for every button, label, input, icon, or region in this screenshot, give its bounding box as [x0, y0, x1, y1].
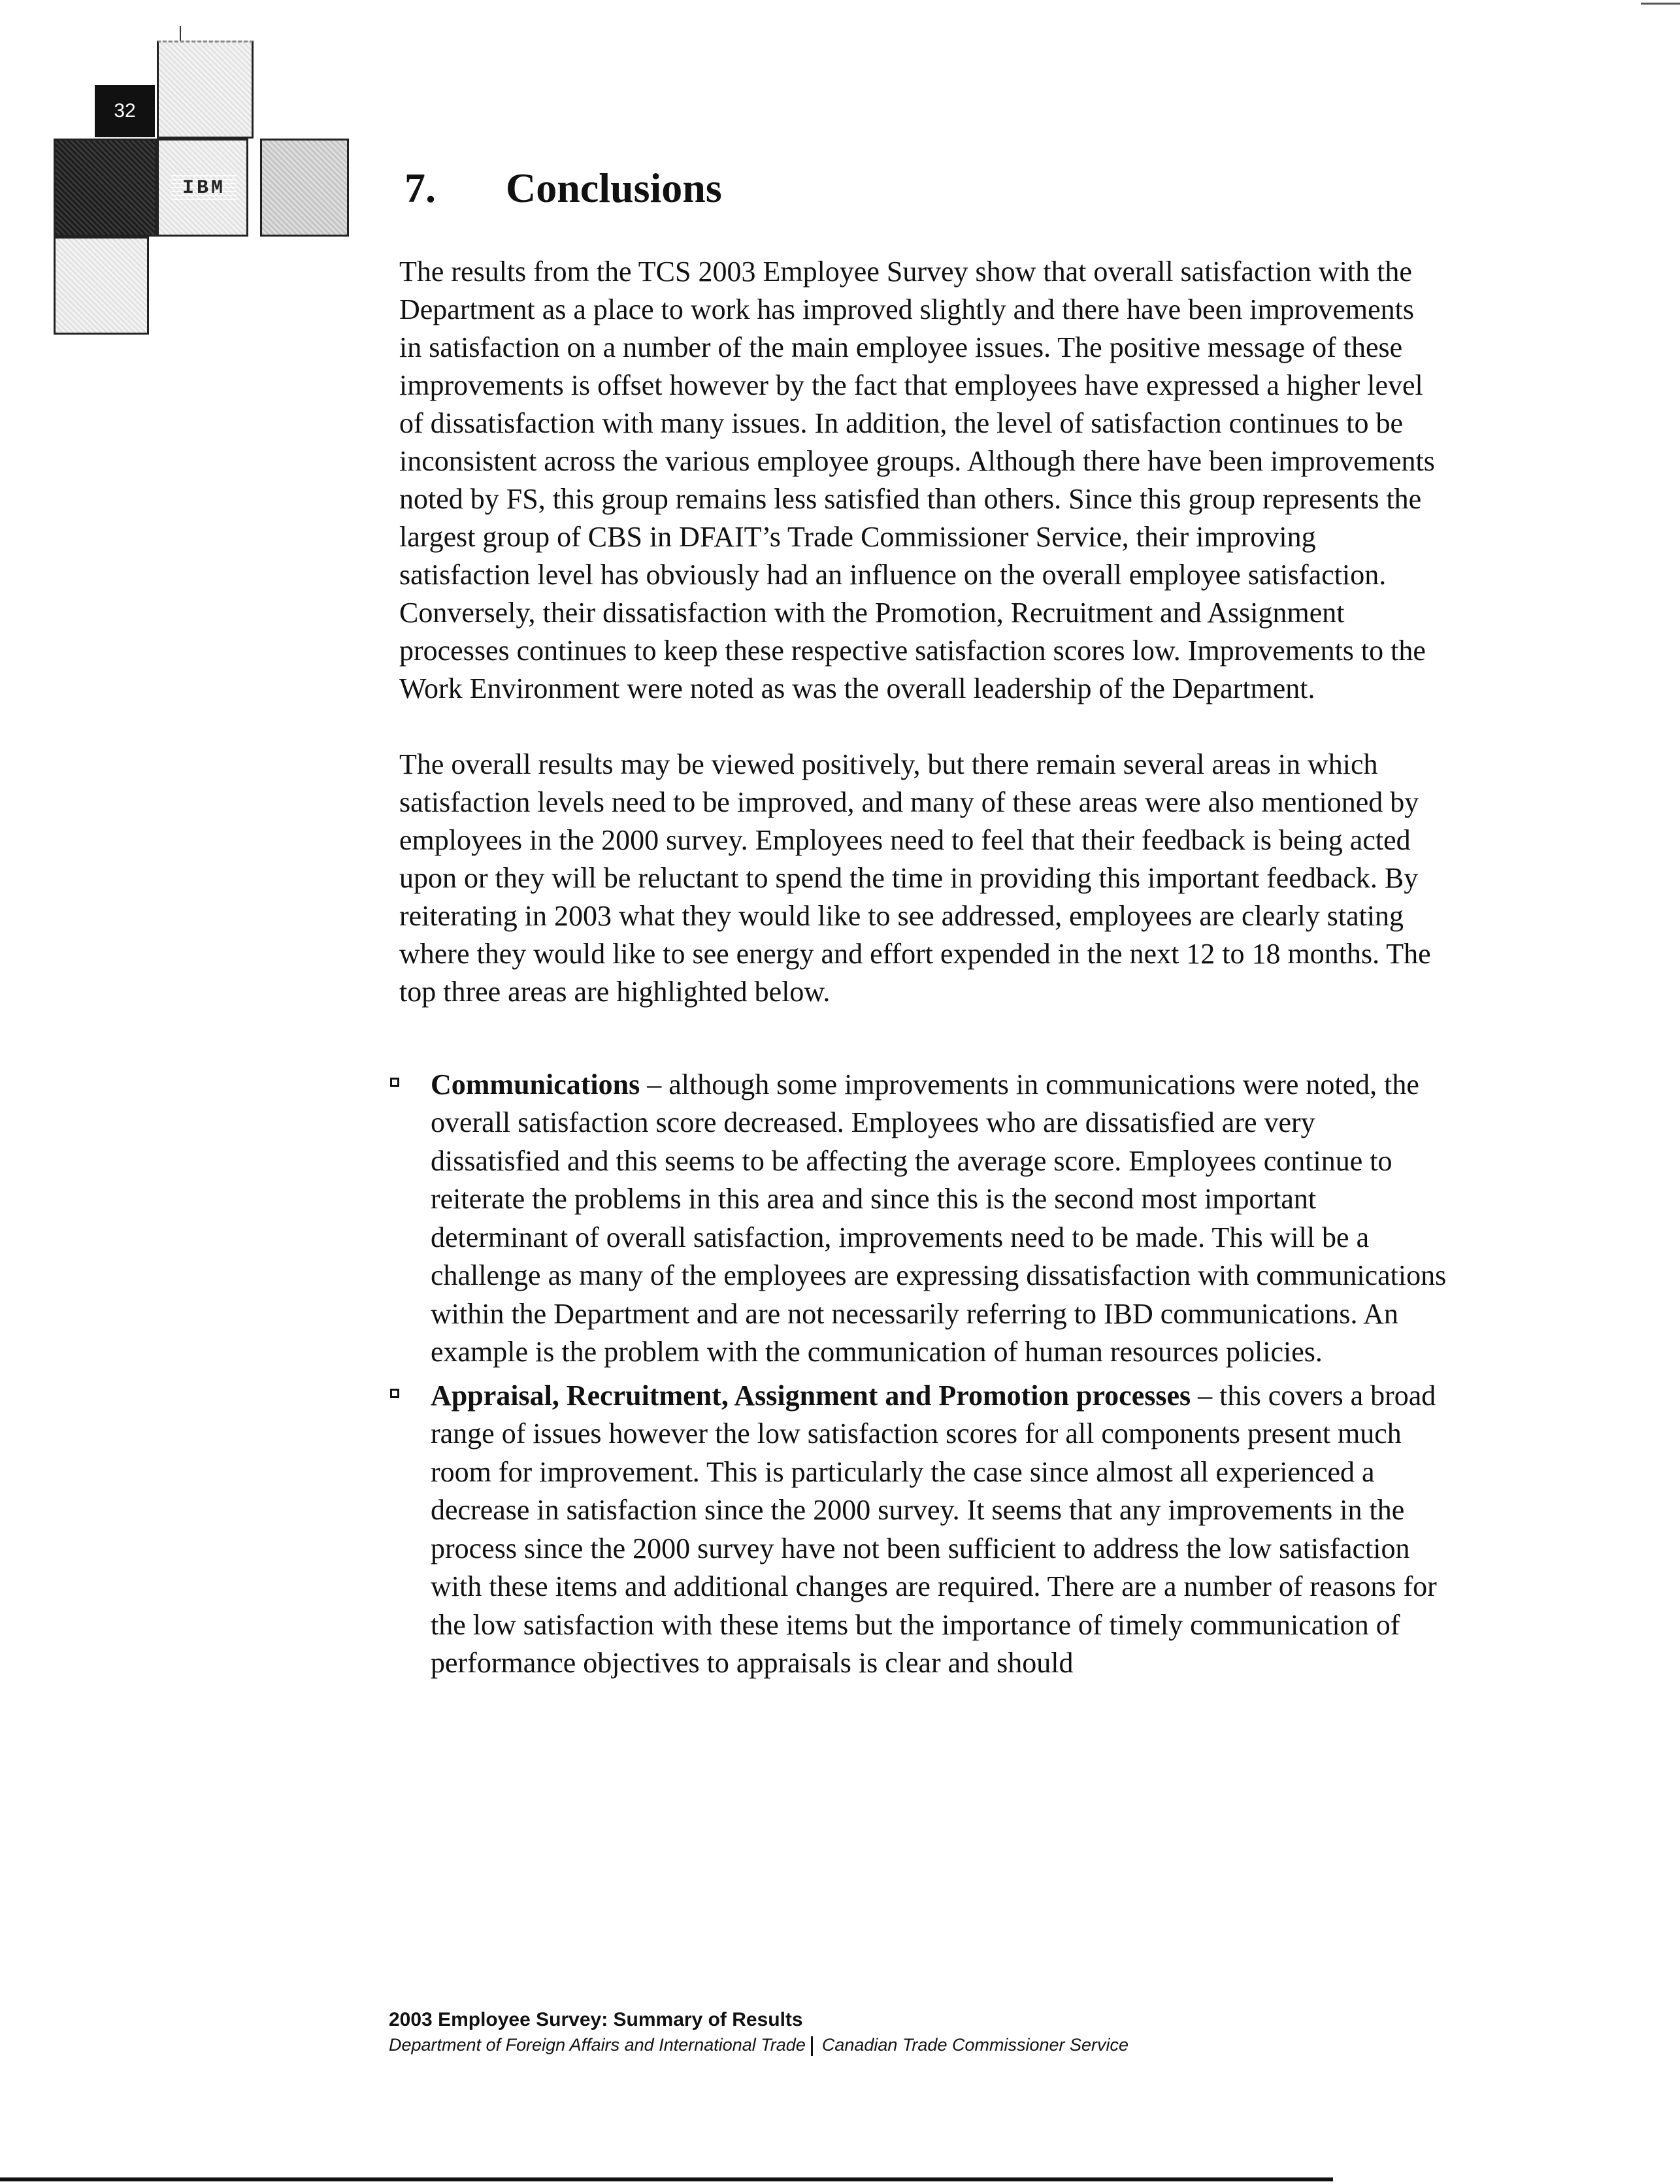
tile-right: [260, 139, 349, 237]
tile-top: [157, 41, 254, 139]
tile-bottom: [54, 237, 149, 335]
section-heading: [404, 163, 1445, 214]
footer-department: Department of Foreign Affairs and International Trade: [389, 2035, 806, 2055]
list-item: [390, 1066, 1450, 1372]
page-number-badge: 32: [95, 85, 155, 137]
square-bullet-icon: [390, 1078, 399, 1087]
bottom-rule: [0, 2177, 1333, 2181]
footer-service: Canadian Trade Commissioner Service: [821, 2035, 1129, 2055]
edge-rule: [1641, 3, 1680, 5]
paragraph: The overall results may be viewed positively, but there remain several areas in which satisfaction levels need to be improved, and many of these areas were also mentioned by employees in the 2000 survey. Employees need to feel that their feedback is being acted upon or they will be reluctant to spend the time in providing this important feedback. By reiterating in 2003 what they would like to see addressed, employees are clearly stating where they would like to see energy and effort expended in the next 12 to 18 months. The top three areas are highlighted below.: [399, 748, 1431, 1008]
ibm-logo: IBM: [171, 174, 237, 203]
footer-separator: [811, 2036, 813, 2056]
issue-text: – although some improvements in communications were noted, the overall satisfaction score decreased. Employees who are dissatisfied are very dissatisfied and this seems to be affecting the average score. Employees continue to reiterate the problems in this area and since this is the second most important determinant of overall satisfaction, improvements need to be made. This will be a challenge as many of the employees are expressing dissatisfaction with communications within the Department and are not necessarily referring to IBD communications. An example is the problem with the communication of human resources policies.: [431, 1068, 1447, 1368]
main-content: [399, 163, 1445, 1688]
footer-subtitle: [389, 2032, 1128, 2057]
footer-title: 2003 Employee Survey: Summary of Results: [389, 2009, 803, 2030]
tile-dark: [54, 139, 157, 237]
issues-list: [399, 1066, 1445, 1683]
page-footer: [389, 2008, 1128, 2057]
corner-tile-graphic: [0, 0, 366, 340]
square-bullet-icon: [390, 1389, 399, 1398]
issue-lead: Appraisal, Recruitment, Assignment and Promotion processes: [431, 1379, 1191, 1412]
paragraph: The results from the TCS 2003 Employee Survey show that overall satisfaction with the Department as a place to work has improved slightly and there have been improvements in satisfaction on a number of the main employee issues. The positive message of these improvements is offset however by the fact that employees have expressed a higher level of dissatisfaction with many issues. In addition, the level of satisfaction continues to be inconsistent across the various employee groups. Although there have been improvements noted by FS, this group remains less satisfied than others. Since this group represents the largest group of CBS in DFAIT’s Trade Commissioner Service, their improving satisfaction level has obviously had an influence on the overall employee satisfaction. Conversely, their dissatisfaction with the Promotion, Recruitment and Assignment processes continues to keep these respective satisfaction scores low. Improvements to the Work Environment were noted as was the overall leadership of the Department.: [399, 255, 1435, 704]
issue-text: – this covers a broad range of issues however the low satisfaction scores for all components present much room for improvement. This is particularly the case since almost all experienced a decrease in satisfaction since the 2000 survey. It seems that any improvements in the process since the 2000 survey have not been sufficient to address the low satisfaction with these items and additional changes are required. There are a number of reasons for the low satisfaction with these items but the importance of timely communication of performance objectives to appraisals is clear and should: [431, 1379, 1437, 1679]
section-title: Conclusions: [506, 165, 722, 211]
issue-lead: Communications: [431, 1068, 640, 1100]
list-item: [390, 1377, 1450, 1683]
section-number: 7.: [404, 165, 436, 211]
